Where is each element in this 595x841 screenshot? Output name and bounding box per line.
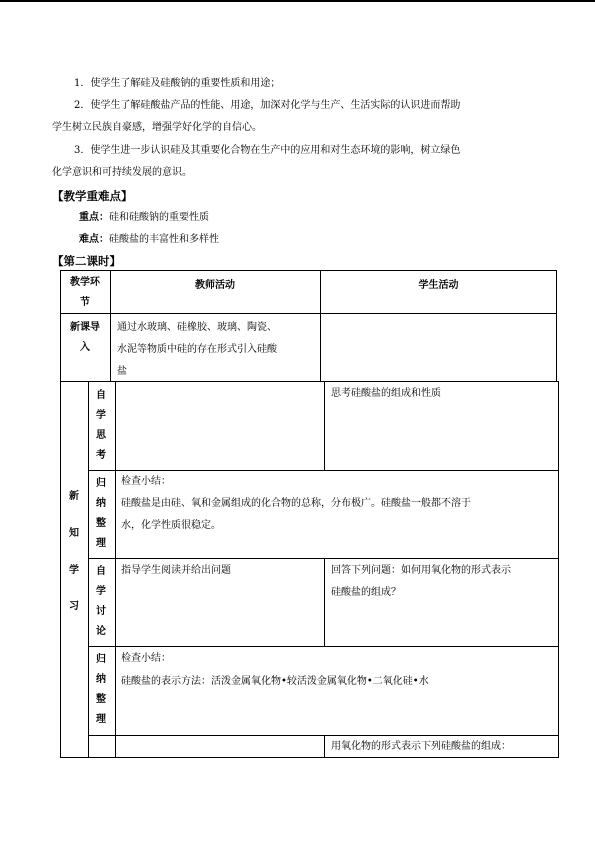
key-point-text: 硅和硅酸钠的重要性质 [109,212,209,223]
row2-teacher-1: 检查小结： [121,476,171,487]
new-knowledge-label: 新 知 学 习 [69,491,79,613]
objective-2: 2．使学生了解硅酸盐产品的性能、用途，加深对化学与生产、生活实际的认识进而帮助 [74,100,461,111]
key-points-heading: 【教学重难点】 [52,189,133,203]
page-top-border [0,0,595,2]
row3-teacher-1: 指导学生阅读并给出问题 [121,565,231,576]
row-divider-3 [88,646,559,647]
difficulty-line [79,233,219,247]
row2-teacher-3: 水，化学性质很稳定。 [121,520,221,531]
student-divider-2 [324,558,325,646]
key-point-line [79,211,209,225]
objective-2-cont: 学生树立民族自豪感，增强学好化学的自信心。 [52,122,262,133]
header-teacher: 教师活动 [195,280,235,291]
row3-sub: 自 学 讨 论 [96,566,106,637]
intro-label: 新课导 入 [70,322,100,353]
header-student: 学生活动 [418,280,459,291]
difficulty-text: 硅酸盐的丰富性和多样性 [109,234,219,245]
row3-student-1: 回答下列问题：如何用氧化物的形式表示 [331,565,511,576]
row5-student-1: 用氧化物的形式表示下列硅酸盐的组成： [331,741,511,752]
objective-1: 1．使学生了解硅及硅酸钠的重要性质和用途； [74,78,281,89]
difficulty-label: 难点： [79,234,109,245]
section-divider [88,381,89,758]
row-divider-4 [88,735,559,736]
row2-sub: 归 纳 整 理 [96,478,106,549]
intro-teacher-2: 水泥等物质中硅的存在形式引入硅酸 [117,344,277,355]
row1-sub: 自 学 思 考 [96,390,106,461]
header-divider [60,313,557,314]
row-divider-1 [88,470,559,471]
row4-teacher-2: 硅酸盐的表示方法：活泼金属氧化物•较活泼金属氧化物•二氧化硅•水 [121,676,429,687]
intro-teacher-3: 盐 [117,366,127,377]
objective-3-cont: 化学意识和可持续发展的意识。 [52,167,192,178]
lesson-heading: 【第二课时】 [52,254,121,268]
row4-teacher-1: 检查小结： [121,653,171,664]
row1-student-1: 思考硅酸盐的组成和性质 [331,388,441,399]
row2-teacher-2: 硅酸盐是由硅、氧和金属组成的化合物的总称，分布极广。硅酸盐一般都不溶于 [121,498,471,509]
key-point-label: 重点： [79,212,109,223]
row-divider-2 [88,558,559,559]
row4-sub: 归 纳 整 理 [96,654,106,725]
student-divider-1 [324,381,325,470]
objective-3: 3．使学生进一步认识硅及其重要化合物在生产中的应用和对生态环境的影响，树立绿色 [74,145,461,156]
student-divider-3 [324,735,325,758]
sub-divider [115,381,116,758]
intro-teacher-1: 通过水玻璃、硅橡胶、玻璃、陶瓷、 [117,322,277,333]
row3-student-2: 硅酸盐的组成？ [331,587,401,598]
header-stage: 教学环 节 [70,277,100,308]
